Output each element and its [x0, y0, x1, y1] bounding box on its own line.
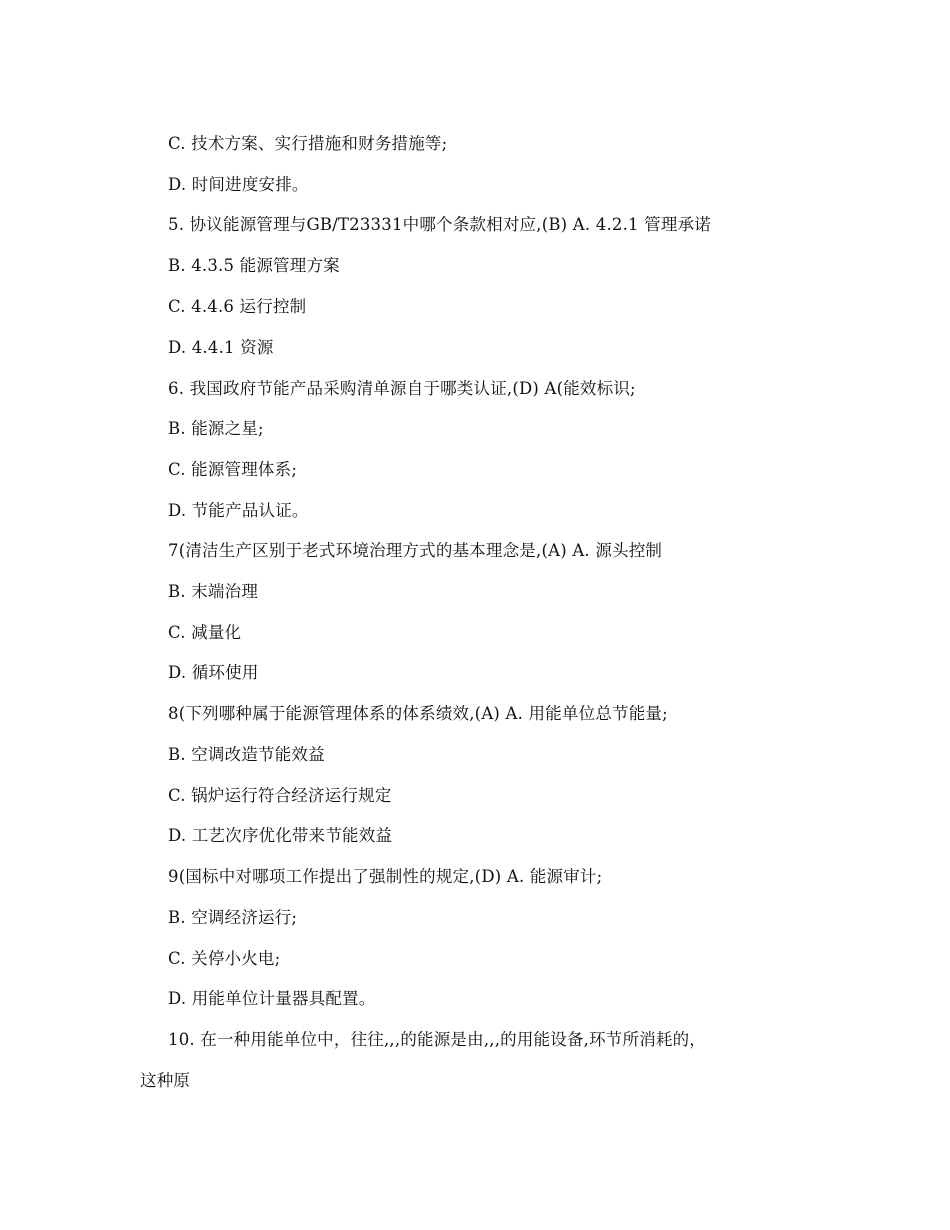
text-line: D. 用能单位计量器具配置。: [168, 989, 376, 1008]
text-line: B. 能源之星;: [168, 419, 264, 438]
text-line: C. 能源管理体系;: [168, 460, 298, 479]
text-line: B. 空调经济运行;: [168, 908, 298, 927]
text-line: C. 技术方案、实行措施和财务措施等;: [168, 134, 448, 153]
text-line: C. 锅炉运行符合经济运行规定: [168, 786, 392, 805]
text-line: C. 关停小火电;: [168, 949, 281, 968]
text-line: 这种原: [140, 1071, 191, 1090]
text-line: B. 末端治理: [168, 582, 259, 601]
text-line: D. 工艺次序优化带来节能效益: [168, 826, 393, 845]
text-line: B. 空调改造节能效益: [168, 745, 325, 764]
text-line: 5. 协议能源管理与GB/T23331中哪个条款相对应,(B) A. 4.2.1 管理承诺: [168, 215, 711, 234]
text-line: 8(下列哪种属于能源管理体系的体系绩效,(A) A. 用能单位总节能量;: [168, 704, 668, 723]
text-line: B. 4.3.5 能源管理方案: [168, 256, 340, 275]
text-line: C. 减量化: [168, 623, 242, 642]
text-line: 6. 我国政府节能产品采购清单源自于哪类认证,(D) A(能效标识;: [168, 379, 636, 398]
text-line: 9(国标中对哪项工作提出了强制性的规定,(D) A. 能源审计;: [168, 867, 603, 886]
text-line: 10. 在一种用能单位中，往往,,,的能源是由,,,的用能设备,环节所消耗的，: [168, 1030, 706, 1049]
text-line: D. 4.4.1 资源: [168, 338, 274, 357]
text-line: 7(清洁生产区别于老式环境治理方式的基本理念是,(A) A. 源头控制: [168, 541, 663, 560]
text-line: D. 循环使用: [168, 663, 259, 682]
text-line: D. 时间进度安排。: [168, 175, 309, 194]
text-line: D. 节能产品认证。: [168, 501, 309, 520]
text-line: C. 4.4.6 运行控制: [168, 297, 307, 316]
